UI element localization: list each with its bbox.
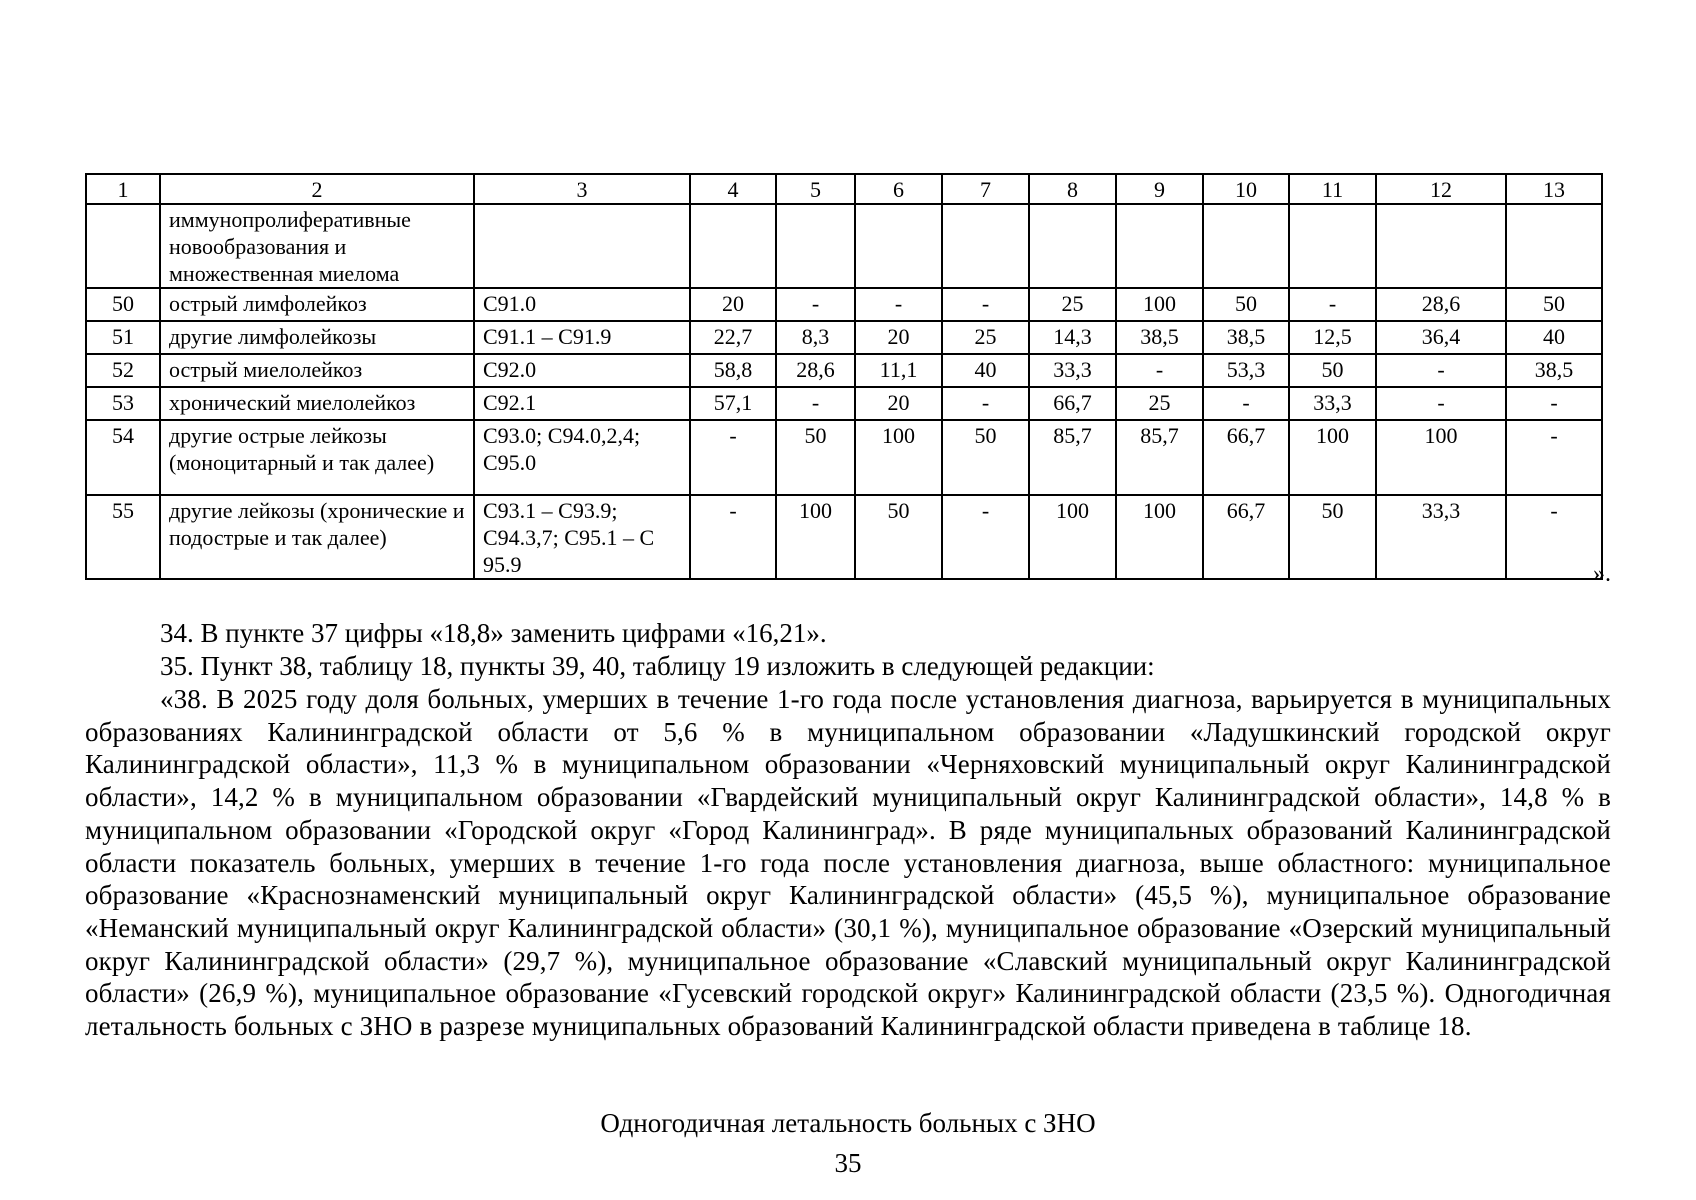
- value-cell: 33,3: [1289, 387, 1376, 420]
- value-cell: 85,7: [1029, 420, 1116, 495]
- value-cell: -: [690, 420, 776, 495]
- column-number: 13: [1506, 174, 1602, 204]
- column-number: 2: [160, 174, 474, 204]
- value-cell: 50: [1289, 495, 1376, 579]
- diagnosis-name: другие лейкозы (хронические и подострые и так далее): [160, 495, 474, 579]
- value-cell: 50: [1203, 288, 1289, 321]
- column-number: 1: [86, 174, 160, 204]
- icd-code: C93.1 – C93.9; C94.3,7; C95.1 – C 95.9: [474, 495, 690, 579]
- table-row: [86, 495, 1602, 579]
- value-cell: 57,1: [690, 387, 776, 420]
- value-cell: [855, 204, 942, 288]
- value-cell: 100: [1116, 495, 1203, 579]
- value-cell: -: [942, 288, 1029, 321]
- value-cell: 38,5: [1203, 321, 1289, 354]
- value-cell: -: [776, 387, 855, 420]
- row-number: 52: [86, 354, 160, 387]
- column-number: 9: [1116, 174, 1203, 204]
- table-row: [86, 420, 1602, 495]
- icd-code: C92.1: [474, 387, 690, 420]
- column-number: 5: [776, 174, 855, 204]
- value-cell: 20: [690, 288, 776, 321]
- value-cell: [1289, 204, 1376, 288]
- value-cell: [1376, 204, 1506, 288]
- row-number: [86, 204, 160, 288]
- value-cell: 58,8: [690, 354, 776, 387]
- value-cell: -: [690, 495, 776, 579]
- value-cell: 28,6: [1376, 288, 1506, 321]
- value-cell: -: [1289, 288, 1376, 321]
- diagnosis-name: другие лимфолейкозы: [160, 321, 474, 354]
- value-cell: 25: [1029, 288, 1116, 321]
- value-cell: 100: [1029, 495, 1116, 579]
- value-cell: [1506, 204, 1602, 288]
- diagnosis-name: острый лимфолейкоз: [160, 288, 474, 321]
- column-number: 6: [855, 174, 942, 204]
- paragraph-34: 34. В пункте 37 цифры «18,8» заменить цифрами «16,21».: [160, 618, 827, 648]
- value-cell: 14,3: [1029, 321, 1116, 354]
- value-cell: -: [1376, 387, 1506, 420]
- value-cell: 22,7: [690, 321, 776, 354]
- value-cell: 8,3: [776, 321, 855, 354]
- row-number: 50: [86, 288, 160, 321]
- value-cell: 50: [942, 420, 1029, 495]
- value-cell: 11,1: [855, 354, 942, 387]
- value-cell: 66,7: [1029, 387, 1116, 420]
- diagnosis-name: хронический миелолейкоз: [160, 387, 474, 420]
- icd-code: C92.0: [474, 354, 690, 387]
- value-cell: 66,7: [1203, 420, 1289, 495]
- diagnosis-name: иммунопролиферативные новообразования и множественная миелома: [160, 204, 474, 288]
- value-cell: 28,6: [776, 354, 855, 387]
- value-cell: -: [855, 288, 942, 321]
- value-cell: 66,7: [1203, 495, 1289, 579]
- column-number: 12: [1376, 174, 1506, 204]
- value-cell: 40: [1506, 321, 1602, 354]
- table-row: [86, 288, 1602, 321]
- value-cell: -: [1116, 354, 1203, 387]
- value-cell: 25: [942, 321, 1029, 354]
- table-row: [86, 387, 1602, 420]
- value-cell: 33,3: [1029, 354, 1116, 387]
- value-cell: [776, 204, 855, 288]
- value-cell: -: [776, 288, 855, 321]
- value-cell: 38,5: [1506, 354, 1602, 387]
- paragraph-38: «38. В 2025 году доля больных, умерших в течение 1-го года после установления диагноза, варьируется в муниципальных образованиях Калининградской области от 5,6 % в муниципальном образовании «Ладушкинский городской округ Калининградской области», 11,3 % в муниципальном образовании «Черняховский муниципальный округ Калининградской области», 14,2 % в муниципальном образовании «Гвардейский муниципальный округ Калининградской области», 14,8 % в муниципальном образовании «Городской округ «Город Калининград». В ряде муниципальных образований Калининградской области показатель больных, умерших в течение 1-го года после установления диагноза, выше областного: муниципальное образование «Краснознаменский муниципальный округ Калининградской области» (45,5 %), муниципальное образование «Неманский муниципальный округ Калининградской области» (30,1 %), муниципальное образование «Озерский муниципальный округ Калининградской области» (29,7 %), муниципальное образование «Славский муниципальный округ Калининградской области» (26,9 %), муниципальное образование «Гусевский городской округ» Калининградской области (23,5 %). Одногодичная летальность больных с ЗНО в разрезе муниципальных образований Калининградской области приведена в таблице 18.: [85, 684, 1611, 1042]
- column-number: 8: [1029, 174, 1116, 204]
- value-cell: 85,7: [1116, 420, 1203, 495]
- value-cell: [1203, 204, 1289, 288]
- value-cell: [1116, 204, 1203, 288]
- value-cell: 38,5: [1116, 321, 1203, 354]
- value-cell: -: [1506, 420, 1602, 495]
- value-cell: 50: [855, 495, 942, 579]
- diagnosis-name: острый миелолейкоз: [160, 354, 474, 387]
- table-closing-quote: ».: [1593, 561, 1611, 587]
- value-cell: 33,3: [1376, 495, 1506, 579]
- leukemia-table: [85, 173, 1603, 580]
- paragraph-35: 35. Пункт 38, таблицу 18, пункты 39, 40, таблицу 19 изложить в следующей редакции:: [160, 651, 1155, 681]
- icd-code: C93.0; C94.0,2,4; C95.0: [474, 420, 690, 495]
- value-cell: 50: [1506, 288, 1602, 321]
- icd-code: C91.0: [474, 288, 690, 321]
- value-cell: 100: [855, 420, 942, 495]
- row-number: 53: [86, 387, 160, 420]
- table-header-row: [86, 174, 1602, 204]
- value-cell: -: [942, 495, 1029, 579]
- table-row: [86, 321, 1602, 354]
- value-cell: -: [1506, 387, 1602, 420]
- value-cell: 25: [1116, 387, 1203, 420]
- column-number: 3: [474, 174, 690, 204]
- table-row: [86, 204, 1602, 288]
- value-cell: 50: [776, 420, 855, 495]
- value-cell: 40: [942, 354, 1029, 387]
- column-number: 4: [690, 174, 776, 204]
- column-number: 7: [942, 174, 1029, 204]
- icd-code: C91.1 – C91.9: [474, 321, 690, 354]
- page-number: 35: [834, 1148, 862, 1178]
- row-number: 51: [86, 321, 160, 354]
- value-cell: 100: [1116, 288, 1203, 321]
- column-number: 11: [1289, 174, 1376, 204]
- value-cell: -: [942, 387, 1029, 420]
- value-cell: 53,3: [1203, 354, 1289, 387]
- diagnosis-name: другие острые лейкозы (моноцитарный и так далее): [160, 420, 474, 495]
- icd-code: [474, 204, 690, 288]
- value-cell: 100: [776, 495, 855, 579]
- row-number: 55: [86, 495, 160, 579]
- value-cell: [690, 204, 776, 288]
- value-cell: [942, 204, 1029, 288]
- value-cell: -: [1506, 495, 1602, 579]
- value-cell: 20: [855, 387, 942, 420]
- row-number: 54: [86, 420, 160, 495]
- value-cell: 20: [855, 321, 942, 354]
- table-row: [86, 354, 1602, 387]
- value-cell: 100: [1289, 420, 1376, 495]
- column-number: 10: [1203, 174, 1289, 204]
- value-cell: -: [1376, 354, 1506, 387]
- value-cell: 36,4: [1376, 321, 1506, 354]
- value-cell: [1029, 204, 1116, 288]
- value-cell: 100: [1376, 420, 1506, 495]
- value-cell: 12,5: [1289, 321, 1376, 354]
- table-18-heading: Одногодичная летальность больных с ЗНО: [600, 1108, 1096, 1138]
- value-cell: -: [1203, 387, 1289, 420]
- value-cell: 50: [1289, 354, 1376, 387]
